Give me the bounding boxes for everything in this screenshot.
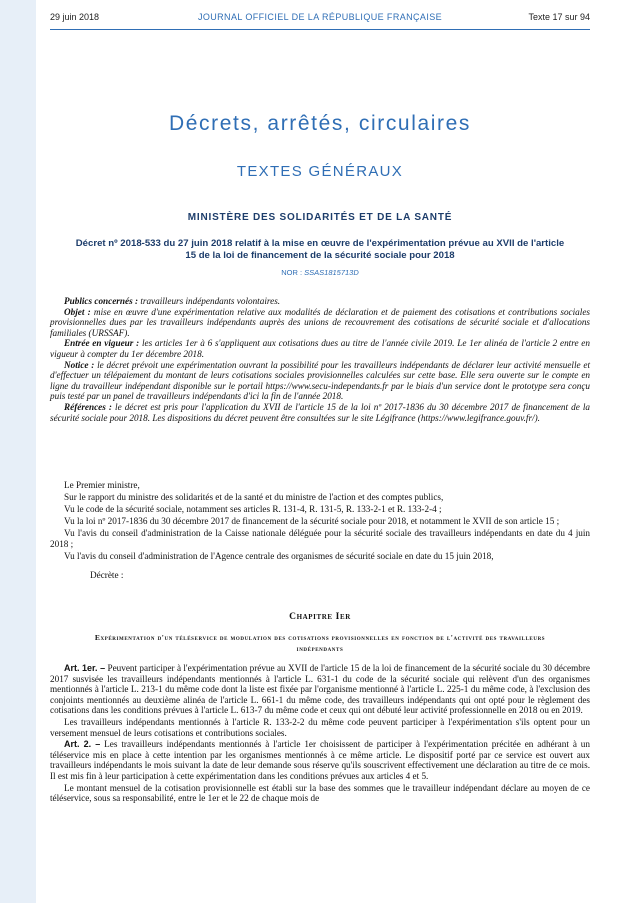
summary-item [50,402,590,423]
page-header [50,9,590,30]
article-paragraph [50,663,590,716]
summary-text: les articles 1er à 6 s'appliquent aux cotisations dues au titre de l'année civile 2019. Le 1er alinéa de l'article 2 entre en vigueur à compter du 1er décembre 2018. [50,338,590,359]
chapter-heading: Chapitre Ier [289,612,351,622]
summary-item [50,296,590,307]
article-paragraph [50,783,590,804]
summary-text: le décret est pris pour l'application du XVII de l'article 15 de la loi nº 2017-1836 du 30 décembre 2017 de financement de la sécurité sociale pour 2018. Les dispositions du décret peuvent être consultées sur le site Légifrance (https://www.legifrance.gouv.fr/). [50,401,591,423]
article-text: Le montant mensuel de la cotisation provisionnelle est établi sur la base des sommes que le travailleur indépendant déclare au moyen de ce téléservice, sous sa responsabilité, entre le 1er et le 22 de chaque mois de [50,782,590,804]
summary-label: Références : [64,401,112,412]
nor-reference [50,268,590,277]
summary-item [50,338,590,359]
preamble-paragraph: Vu la loi nº 2017-1836 du 30 décembre 2017 de financement de la sécurité sociale pour 2018, et notamment le XVII de son article 15 ; [64,516,560,527]
summary-label: Notice : [64,359,95,370]
article-text: Peuvent participer à l'expérimentation prévue au XVII de l'article 15 de la loi de financement de la sécurité sociale du 30 décembre 2017 susvisée les travailleurs indépendants mentionnés à l'article L. 631-1 du code de la sécurité sociale qui relèvent d'un des organismes mentionnés à l'article L. 213-1 du même code dont la liste est fixée par l'organisme mentionné à l'article L. 225-1 du même code, à l'exclusion des conjoints mentionnés au deuxième alinéa de l'article L. 661-1 du même code, des travailleurs indépendants qui ont opté pour le règlement des cotisations dans les conditions prévues à l'article L. 613-7 du même code et ceux qui ont débuté leur activité professionnelle en 2018 ou en 2019. [50,663,591,716]
summary-label: Entrée en vigueur : [64,338,140,349]
preamble-paragraph: Sur le rapport du ministre des solidarités et de la santé et du ministre de l'action et des comptes publics, [64,492,444,503]
nor-value: SSAS1815713D [304,268,359,277]
subsection-title: TEXTES GÉNÉRAUX [236,163,404,180]
summary-label: Objet : [64,306,91,317]
nor-label: NOR : [281,268,305,277]
journal-page [50,0,590,903]
preamble-paragraph: Vu l'avis du conseil d'administration de l'Agence centrale des organismes de sécurité sociale en date du 15 juin 2018, [64,551,494,562]
preamble-paragraph: Le Premier ministre, [64,480,140,490]
article-label: Art. 1er. – [64,663,106,673]
article-paragraph [50,739,590,781]
summary-text: le décret prévoit une expérimentation ouvrant la possibilité pour les travailleurs indépendants de déclarer leur activité mensuelle et d'effectuer un télépaiement du montant de leurs cotisations sociales provisionnelles calculées sur cette base. Elle sera ouverte sur le compte en ligne du travailleur indépendant disponible sur le portail https://www.secu-independants.fr par le biais d'un service dont le prototype sera conçu puis testé par un panel de travailleurs indépendants d'ici la fin de l'année 2018. [50,359,590,402]
article-text: Les travailleurs indépendants mentionnés à l'article R. 133-2-2 du même code peuvent participer à l'expérimentation s'ils optent pour un versement mensuel de leurs cotisations et contributions sociales. [50,716,590,738]
decree-title: Décret nº 2018-533 du 27 juin 2018 relatif à la mise en œuvre de l'expérimentation prévue au XVII de l'article 15 de la loi de financement de la sécurité sociale pour 2018 [75,238,565,261]
decree-summary [50,296,590,423]
header-journal-name: JOURNAL OFFICIEL DE LA RÉPUBLIQUE FRANÇAISE [197,12,443,22]
chapter-subtitle: Expérimentation d'un téléservice de modulation des cotisations provisionnelles en fonction de l'activité des travailleurs indépendants [94,633,546,653]
summary-item [50,307,590,339]
summary-item [50,360,590,402]
ministry-name: MINISTÈRE DES SOLIDARITÉS ET DE LA SANTÉ [187,212,453,223]
left-margin-band [0,0,36,903]
decrete-line: Décrète : [90,569,124,580]
summary-text: mise en œuvre d'une expérimentation relative aux modalités de déclaration et de paiement des cotisations et contributions sociales provisionnelles dues par les travailleurs indépendants auprès des unions de recouvrement des cotisations de sécurité sociale et d'allocations familiales (URSSAF). [50,306,590,338]
article-paragraph [50,717,590,738]
article-text: Les travailleurs indépendants mentionnés à l'article 1er choisissent de participer à l'expérimentation précitée en adhérant à un téléservice mis en place à cette intention par les organismes mentionnés à ce même article. Le dispositif porté par ce service est ouvert aux travailleurs indépendants le mois suivant la date de leur demande sous réserve qu'ils souscrivent effectivement une déclaration au titre de ce mois. Il est mis fin à leur participation à cette expérimentation dans les conditions prévues aux articles 4 et 5. [50,739,590,781]
section-title: Décrets, arrêtés, circulaires [169,112,471,135]
summary-text: travailleurs indépendants volontaires. [138,296,281,306]
articles-section [50,663,590,805]
summary-label: Publics concernés : [64,296,139,306]
article-label: Art. 2. – [64,739,101,750]
header-text-number: Texte 17 sur 94 [528,12,590,22]
header-date: 29 juin 2018 [50,12,100,22]
preamble-paragraph: Vu l'avis du conseil d'administration de la Caisse nationale déléguée pour la sécurité sociale des travailleurs indépendants en date du 4 juin 2018 ; [50,528,590,549]
preamble-paragraph: Vu le code de la sécurité sociale, notamment ses articles R. 131-4, R. 131-5, R. 133-2-1 et R. 133-2-4 ; [64,504,442,515]
decree-preamble [50,480,590,582]
